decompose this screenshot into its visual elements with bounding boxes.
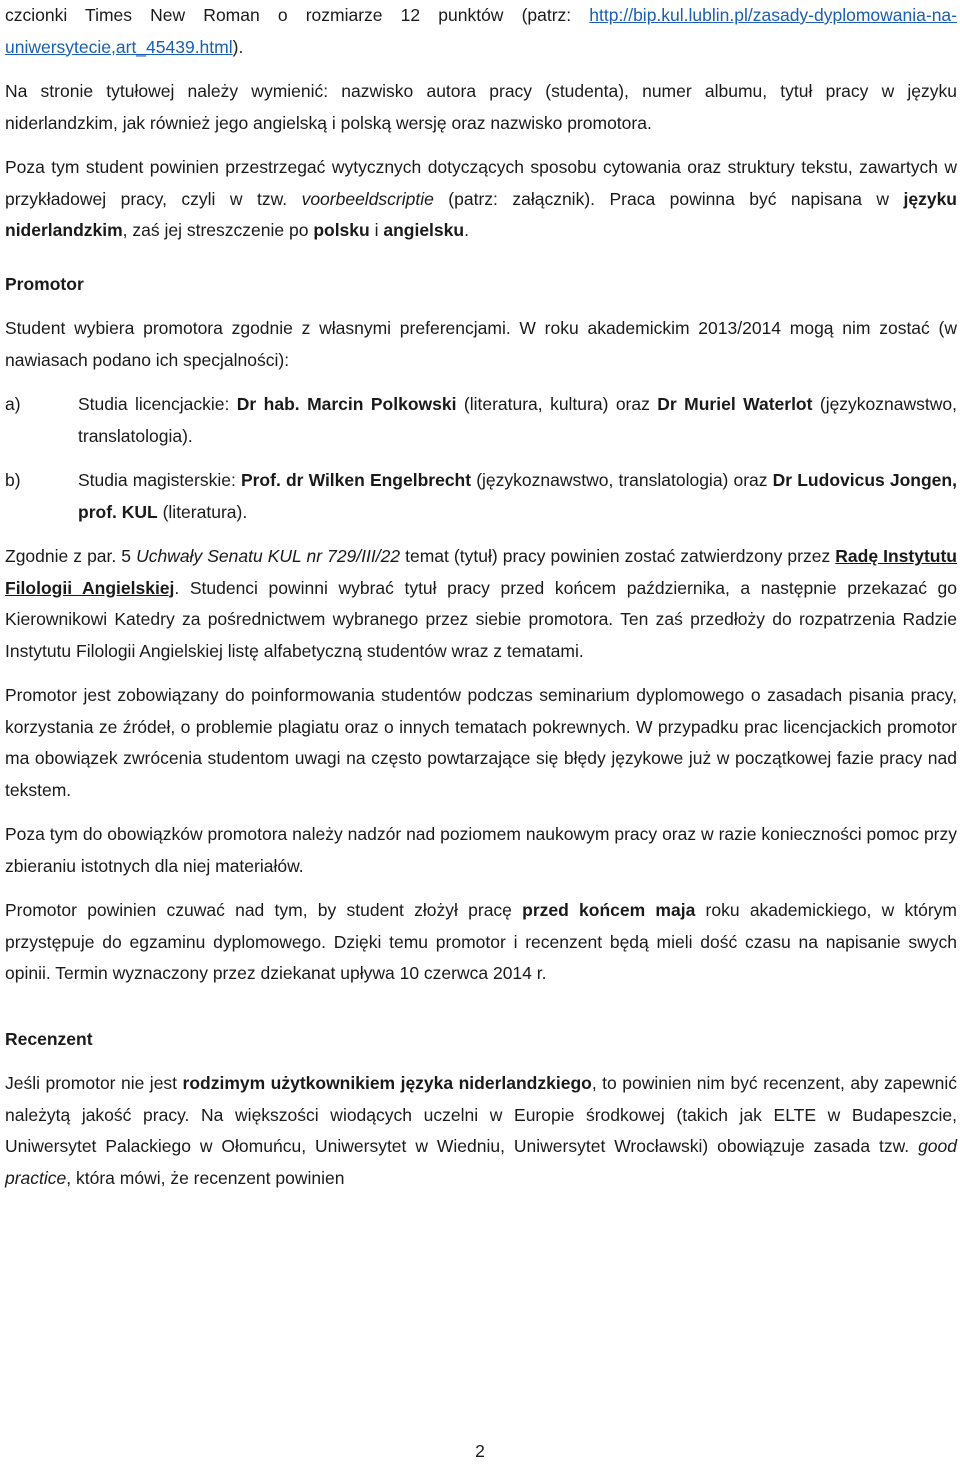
voorbeeldscriptie-term: voorbeeldscriptie bbox=[301, 188, 434, 209]
text: Zgodnie z par. 5 bbox=[5, 546, 137, 566]
emphasis: rodzimym użytkownikiem języka niderlandzkiego bbox=[182, 1073, 592, 1093]
text: . Studenci powinni wybrać tytuł pracy przed końcem października, a następnie przekazać go Kierownikowi Katedry za pośrednictwem wybranego przez siebie promotora. Ten zaś przedłoży do rozpatrzenia Radzie Instytutu Filologii Angielskiej listę alfabetyczną studentów wraz z tematami. bbox=[5, 577, 957, 661]
text: , zaś jej streszczenie po bbox=[122, 220, 314, 240]
text: , która mówi, że recenzent powinien bbox=[66, 1167, 345, 1188]
text: . bbox=[464, 220, 469, 240]
section-heading-recenzent: Recenzent bbox=[5, 1028, 93, 1049]
emphasis: polsku bbox=[313, 220, 370, 240]
text: Promotor powinien czuwać nad tym, by student złożył pracę bbox=[5, 900, 523, 920]
page-number: 2 bbox=[475, 1441, 485, 1461]
text: ). bbox=[232, 36, 244, 57]
regulations-link[interactable]: http://bip.kul.lublin.pl/zasady-dyplomowania-na-uniwersytecie,art_45439.html bbox=[5, 5, 957, 57]
good-practice-term: good practice bbox=[5, 1136, 957, 1188]
promotor-paragraph-4: Poza tym do obowiązków promotora należy nadzór nad poziomem naukowym pracy oraz w razie konieczności pomoc przy zbieraniu istotnych dla niej materiałów. bbox=[5, 824, 957, 876]
intro-paragraph-2: Na stronie tytułowej należy wymienić: nazwisko autora pracy (studenta), numer albumu, tytuł pracy w języku niderlandzkim, jak również jego angielską i polską wersję oraz nazwisko promotora. bbox=[5, 81, 957, 133]
promotor-paragraph-2 bbox=[5, 541, 957, 667]
emphasis: Dr Ludovicus Jongen, prof. bbox=[78, 470, 957, 522]
emphasis: Dr hab. bbox=[236, 394, 300, 414]
emphasis: Dr Muriel Waterlot bbox=[657, 394, 813, 414]
emphasis: przed końcem maja bbox=[522, 900, 696, 920]
text: , to powinien nim być recenzent, aby zapewnić należytą jakość pracy. Na większości wiodących uczelni w Europie środkowej (takich jak ELTE w Budapeszcie, Uniwersytet Palackiego w Ołomuńcu, Uniwersytet w Wiedniu, Uniwersytet Wrocławski) obowiązuje zasada tzw. bbox=[5, 1073, 957, 1156]
text: temat (tytuł) pracy powinien zostać zatwierdzony przez bbox=[400, 546, 836, 566]
section-heading-promotor: Promotor bbox=[5, 273, 84, 294]
list-marker: b) bbox=[5, 470, 21, 490]
emphasis: angielsku bbox=[383, 220, 465, 240]
promotor-paragraph-1: Student wybiera promotora zgodnie z własnymi preferencjami. W roku akademickim 2013/2014 mogą nim zostać (w nawiasach podano ich specjalności): bbox=[5, 318, 957, 370]
list-item-b bbox=[5, 465, 957, 528]
text: Poza tym student powinien przestrzegać wytycznych dotyczących sposobu cytowania oraz struktury tekstu, zawartych w przykładowej pracy, czyli w tzw. bbox=[5, 157, 957, 209]
text: (literatura, kultura) oraz bbox=[456, 394, 658, 414]
list-item-a bbox=[5, 389, 957, 452]
emphasis: KUL bbox=[121, 501, 158, 522]
text: i bbox=[369, 220, 384, 240]
emphasis: Radę Instytutu Filologii Angielskiej bbox=[5, 546, 957, 598]
text: Studia magisterskie: bbox=[78, 470, 241, 490]
promotor-paragraph-3: Promotor jest zobowiązany do poinformowania studentów podczas seminarium dyplomowego o zasadach pisania pracy, korzystania ze źródeł, o problemie plagiatu oraz o innych tematach pokrewnych. W przypadku prac licencjackich promotor ma obowiązek zwrócenia studentom uwagi na często powtarzające się błędy językowe już w początkowej fazie pracy nad tekstem. bbox=[5, 685, 957, 800]
text: Jeśli promotor nie jest bbox=[5, 1073, 183, 1093]
text: Studia licencjackie: bbox=[78, 394, 237, 414]
promotor-paragraph-5 bbox=[5, 895, 957, 990]
text: (językoznawstwo, translatologia) oraz bbox=[471, 470, 773, 490]
text: (patrz: załącznik). Praca powinna być napisana w bbox=[433, 188, 904, 209]
list-item-text bbox=[78, 465, 957, 528]
recenzent-paragraph-1 bbox=[5, 1068, 957, 1194]
emphasis: języku niderlandzkim bbox=[5, 188, 957, 240]
intro-paragraph-1 bbox=[5, 0, 957, 63]
list-marker: a) bbox=[5, 394, 21, 414]
emphasis: Marcin Polkowski bbox=[307, 394, 457, 414]
list-item-text bbox=[78, 389, 957, 452]
intro-paragraph-3 bbox=[5, 152, 957, 247]
text: czcionki Times New Roman o rozmiarze 12 punktów (patrz: bbox=[5, 5, 590, 25]
text: roku akademickiego, w którym przystępuje do egzaminu dyplomowego. Dzięki temu promotor i recenzent będą mieli dość czasu na napisanie swych opinii. Termin wyznaczony przez dziekanat upływa 10 czerwca 2014 r. bbox=[5, 900, 958, 983]
document-page bbox=[5, 0, 957, 1194]
emphasis: Prof. bbox=[240, 470, 281, 490]
emphasis: dr Wilken Engelbrecht bbox=[285, 470, 472, 490]
text: (językoznawstwo, translatologia). bbox=[78, 394, 957, 446]
text: (literatura). bbox=[157, 501, 248, 522]
resolution-reference: Uchwały Senatu KUL nr 729/III/22 bbox=[136, 546, 401, 566]
